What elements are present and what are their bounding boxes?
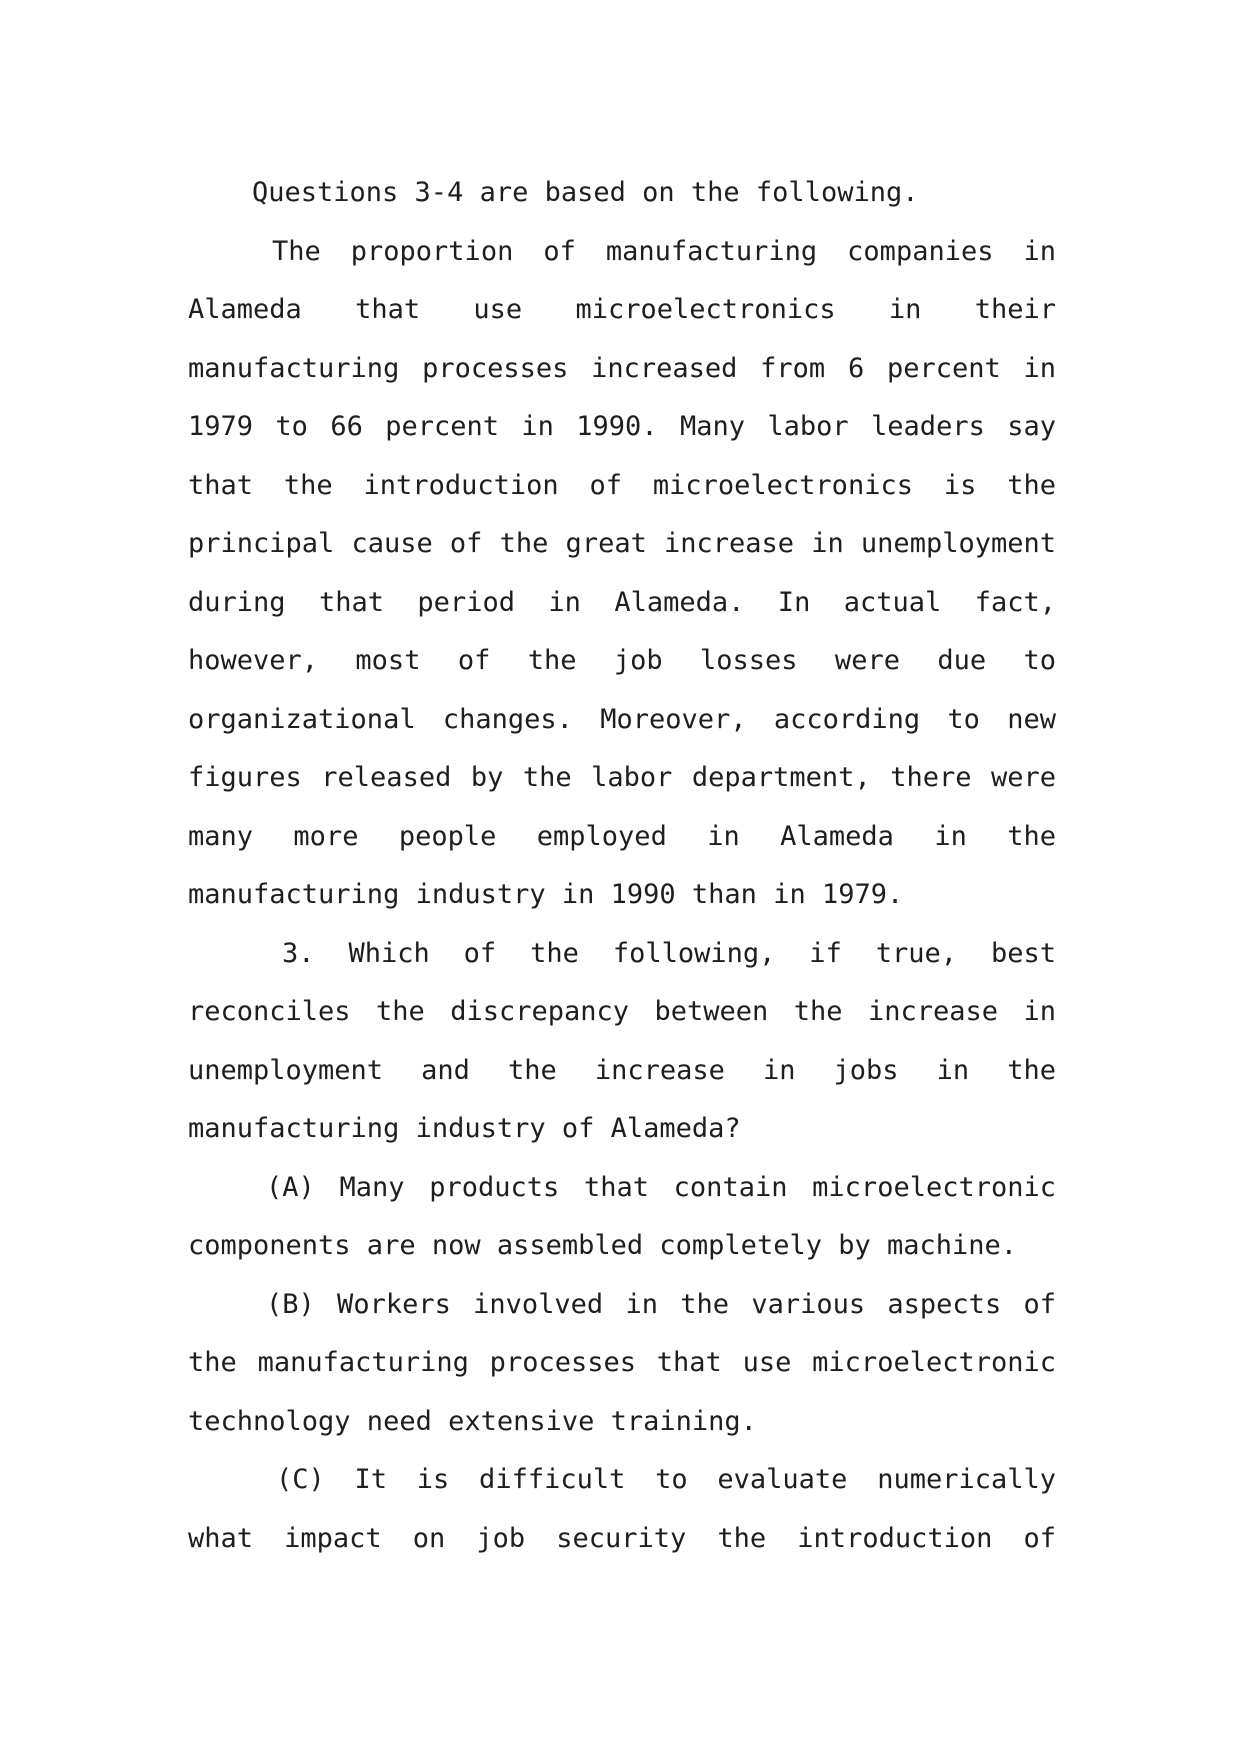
option-c: (C) It is difficult to evaluate numerically what impact on job security the introduction of bbox=[188, 1464, 1056, 1554]
option-a: (A) Many products that contain microelectronic components are now assembled completely by machine. bbox=[188, 1171, 1056, 1261]
passage-paragraph: The proportion of manufacturing companies in Alameda that use microelectronics in their manufacturing processes increased from 6 percent in 1979 to 66 percent in 1990. Many labor leaders say that the introduction of microelectronics is the principal cause of the great increase in unemployment during that period in Alameda. In actual fact, however, most of the job losses were due to organizational changes. Moreover, according to new figures released by the labor department, there were many more people employed in Alameda in the manufacturing industry in 1990 than in 1979. bbox=[188, 235, 1056, 910]
document-body bbox=[188, 164, 1056, 1568]
option-b: (B) Workers involved in the various aspects of the manufacturing processes that use microelectronic technology need extensive training. bbox=[188, 1288, 1056, 1437]
questions-intro: Questions 3-4 are based on the following. bbox=[252, 177, 919, 208]
question-3-stem: 3. Which of the following, if true, best reconciles the discrepancy between the increase in unemployment and the increase in jobs in the manufacturing industry of Alameda? bbox=[188, 937, 1056, 1144]
